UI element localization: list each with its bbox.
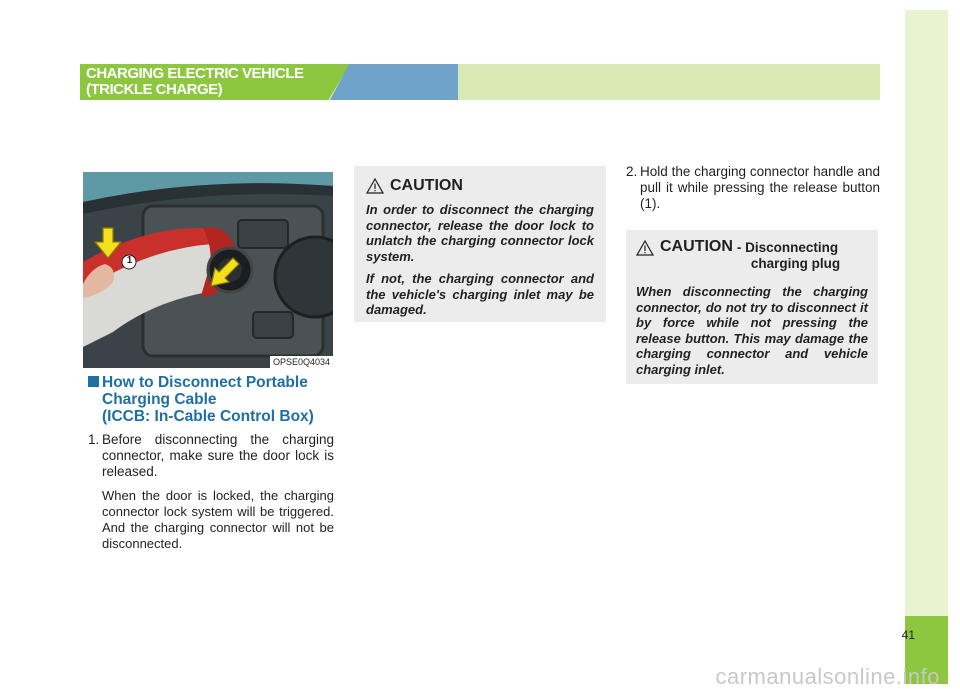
watermark: carmanualsonline.info: [715, 664, 940, 689]
step-1-number: 1.: [88, 432, 100, 447]
caution-body: When disconnecting the charging connector, do not try to disconnect it by force while not pressing the release button. This may damage the charging connector and vehicle charging inlet.: [636, 284, 868, 377]
page-number: 41: [901, 628, 915, 642]
caution-title-text: CAUTION: [660, 238, 733, 255]
figure-code: OPSE0Q4034: [270, 356, 333, 368]
connector-photo: [83, 172, 333, 368]
header-title-line1: CHARGING ELECTRIC VEHICLE: [86, 65, 304, 82]
caution-subtitle-line2: charging plug: [750, 256, 841, 271]
step-2-text: Hold the charging connector handle and pull it while pressing the release button (1).: [640, 164, 880, 211]
step-1: [88, 432, 334, 552]
heading-line3: (ICCB: In-Cable Control Box): [102, 408, 314, 425]
connector-illustration: [83, 172, 333, 368]
caution-title: [366, 174, 594, 198]
heading-line1: How to Disconnect Portable: [102, 374, 308, 391]
caution-subtitle: [737, 238, 840, 272]
caution-box-disconnecting-plug: [626, 230, 878, 384]
heading-line2: Charging Cable: [102, 391, 217, 408]
step-1-note: When the door is locked, the charging connector lock system will be triggered. And the charging connector will not be disconnected.: [102, 488, 334, 551]
warning-triangle-icon: [366, 178, 384, 194]
caution-para-1: In order to disconnect the charging connector, release the door lock to unlatch the charging connector lock system.: [366, 202, 594, 264]
page-header-title: [86, 66, 336, 98]
section-heading: [88, 374, 338, 425]
callout-number: 1: [126, 255, 133, 266]
caution-title: [636, 238, 868, 272]
step-1-text: Before disconnecting the charging connector, make sure the door lock is released.: [102, 432, 334, 479]
caution-title-text: CAUTION: [390, 177, 463, 194]
step-2: [626, 164, 880, 212]
caution-box-door-lock: [354, 166, 606, 322]
header-blue-block: [330, 64, 458, 100]
header-title-line2: (TRICKLE CHARGE): [86, 81, 223, 98]
caution-para-2: If not, the charging connector and the vehicle's charging inlet may be damaged.: [366, 271, 594, 317]
side-strip: [905, 10, 948, 616]
warning-triangle-icon: [636, 240, 654, 256]
caution-body: [366, 202, 594, 318]
step-2-number: 2.: [626, 164, 638, 179]
heading-bullet-icon: [88, 376, 99, 387]
caution-subtitle-line1: - Disconnecting: [736, 240, 839, 255]
